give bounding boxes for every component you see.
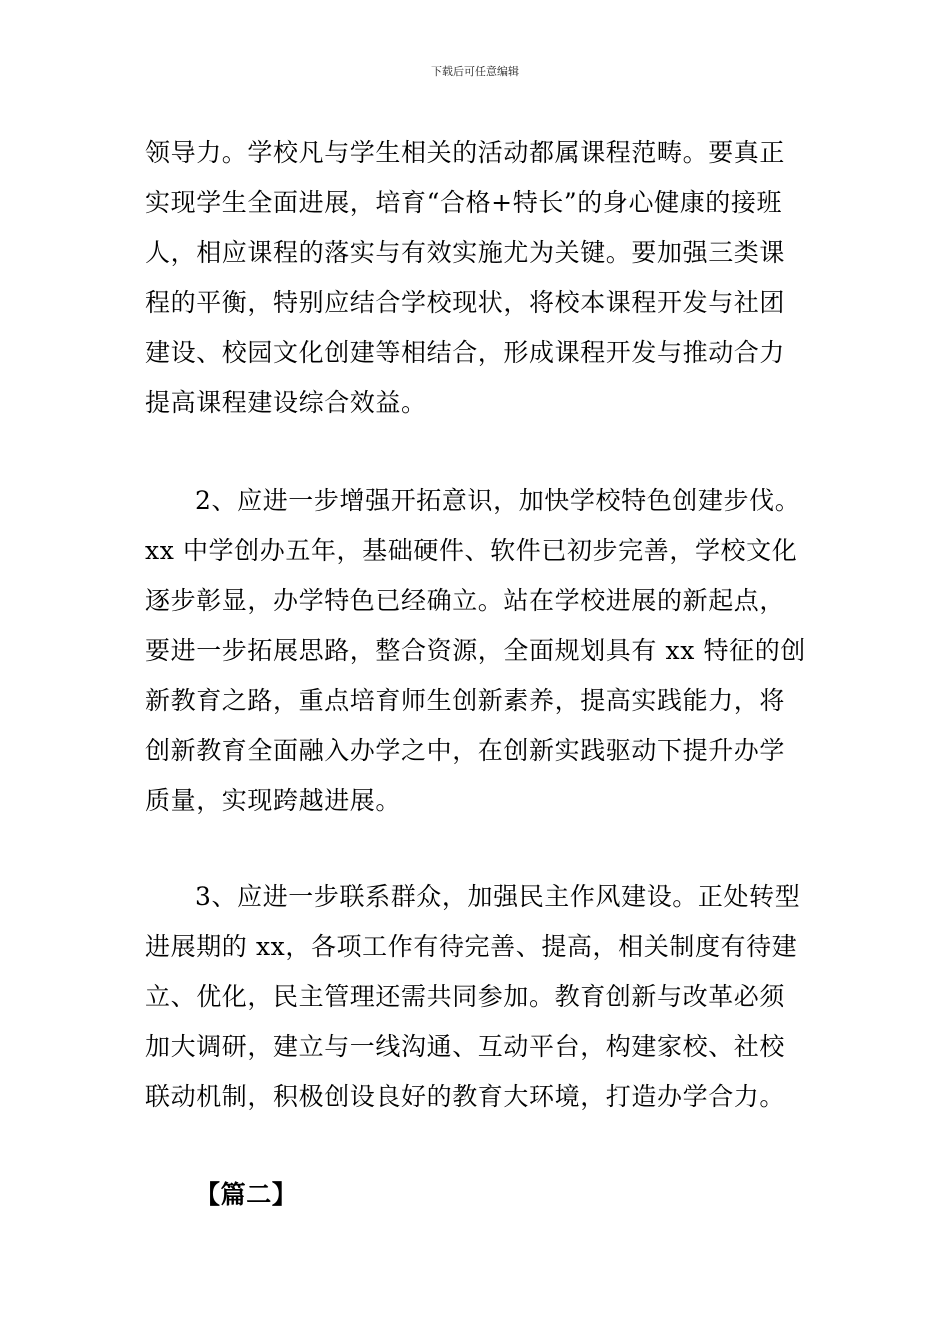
text-line: 进展期的 xx，各项工作有待完善、提高，相关制度有待建: [145, 932, 798, 961]
paragraph-3: [145, 872, 825, 1122]
text-line: 要进一步拓展思路，整合资源，全面规划具有 xx 特征的创: [145, 636, 806, 665]
text-line: 2、应进一步增强开拓意识，加快学校特色创建步伐。: [195, 486, 801, 515]
paragraph-gap: [145, 1122, 825, 1170]
text-line: 人，相应课程的落实与有效实施尤为关键。要加强三类课: [145, 238, 786, 267]
text-line: 提高课程建设综合效益。: [145, 388, 427, 417]
text-line: 创新教育全面融入办学之中，在创新实践驱动下提升办学: [145, 736, 786, 765]
text-line: 质量，实现跨越进展。: [145, 786, 402, 815]
text-line: 联动机制，积极创设良好的教育大环境，打造办学合力。: [145, 1082, 786, 1111]
text-line: 立、优化，民主管理还需共同参加。教育创新与改革必须: [145, 982, 786, 1011]
text-line: 加大调研，建立与一线沟通、互动平台，构建家校、社校: [145, 1032, 786, 1061]
text-line: 3、应进一步联系群众，加强民主作风建设。正处转型: [195, 882, 801, 911]
section-heading: 【篇二】: [195, 1180, 298, 1209]
text-line: 程的平衡，特别应结合学校现状，将校本课程开发与社团: [145, 288, 786, 317]
text-line: 实现学生全面进展，培育“合格+特长”的身心健康的接班: [145, 188, 783, 217]
text-line: 新教育之路，重点培育师生创新素养，提高实践能力，将: [145, 686, 786, 715]
paragraph-1: [145, 128, 825, 428]
text-line: 逐步彰显，办学特色已经确立。站在学校进展的新起点，: [145, 586, 786, 615]
text-line: 建设、校园文化创建等相结合，形成课程开发与推动合力: [145, 338, 786, 367]
text-line: 领导力。学校凡与学生相关的活动都属课程范畴。要真正: [145, 138, 786, 167]
page-header: 下载后可任意编辑: [431, 65, 519, 78]
document-body: [145, 128, 825, 1220]
text-line: xx 中学创办五年，基础硬件、软件已初步完善，学校文化: [145, 536, 798, 565]
paragraph-2: [145, 476, 825, 826]
paragraph-gap: [145, 428, 825, 476]
paragraph-gap: [145, 826, 825, 872]
